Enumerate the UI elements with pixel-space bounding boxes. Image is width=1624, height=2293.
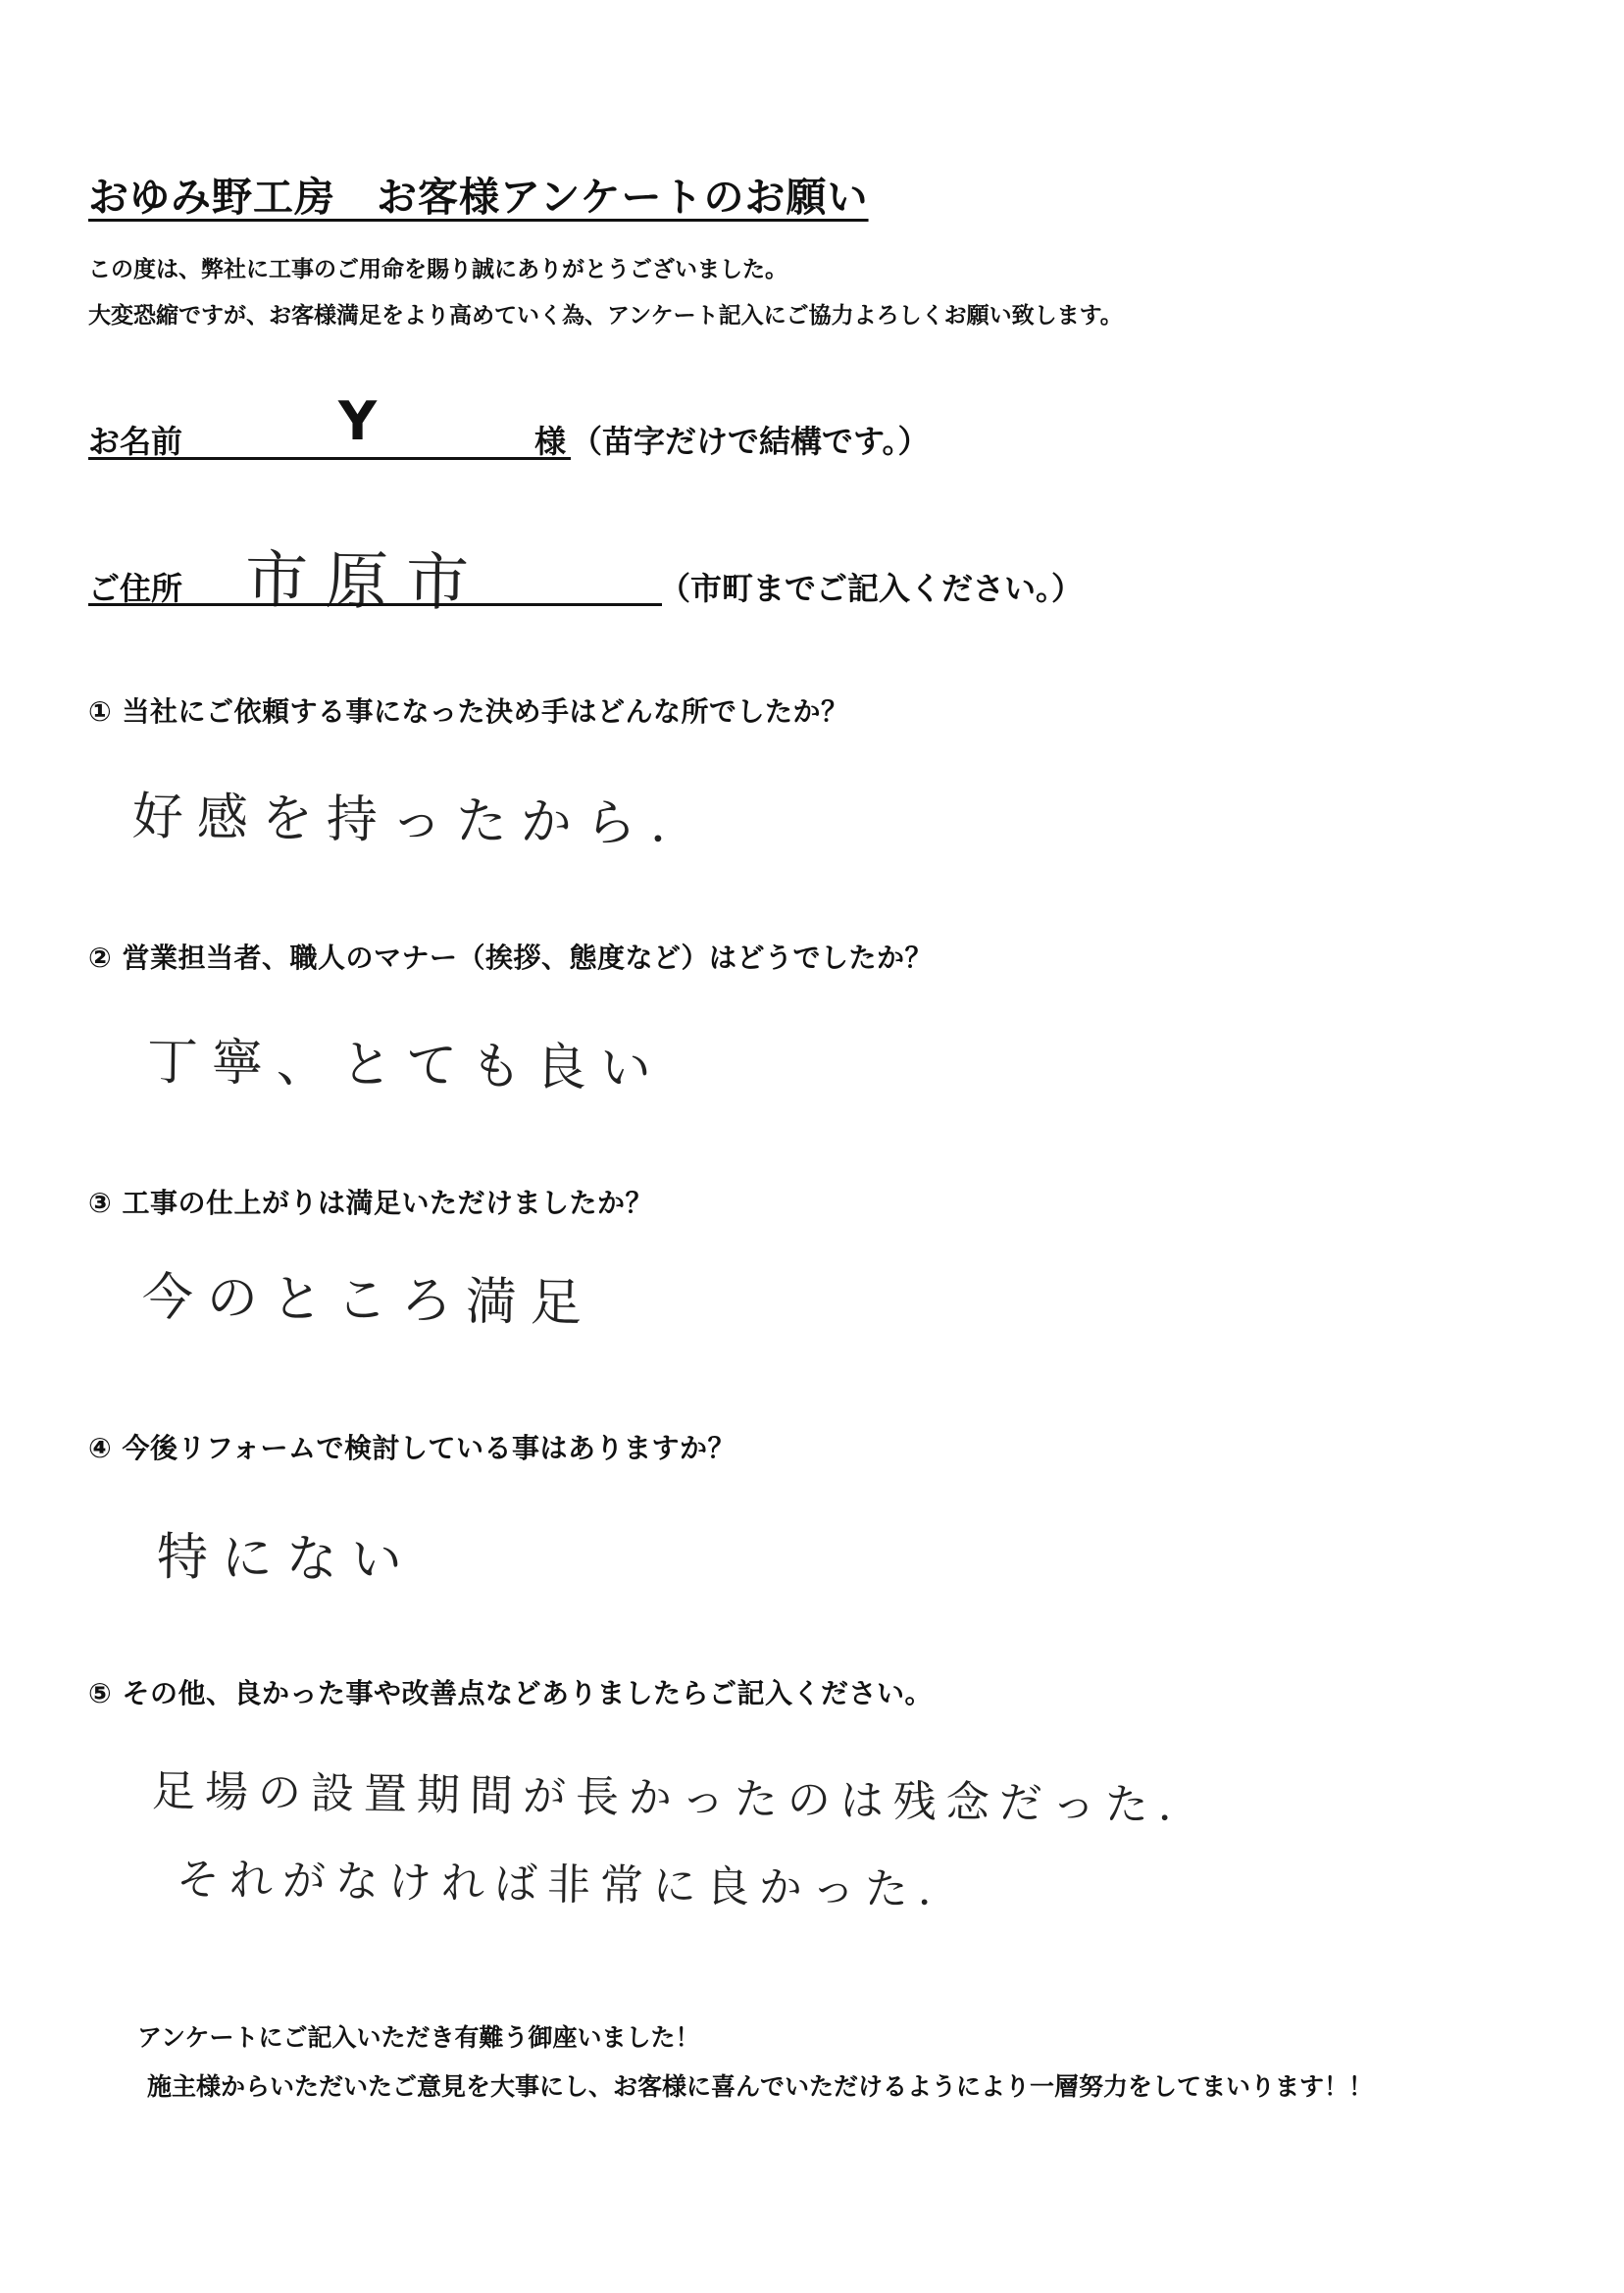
question-2: ② 営業担当者、職人のマナー（挨拶、態度など）はどうでしたか？: [88, 942, 933, 974]
intro-line-2: 大変恐縮ですが、お客様満足をより高めていく為、アンケート記入にご協力よろしくお願い致します。: [88, 303, 1123, 329]
name-underline: [88, 457, 571, 460]
footer-thanks: アンケートにご記入いただき有難う御座いました！: [137, 2023, 700, 2052]
address-value: 市原市: [244, 544, 487, 621]
name-label: お名前: [88, 423, 183, 460]
question-1: ① 当社にご依頼する事になった決め手はどんな所でしたか？: [88, 695, 849, 728]
answer-4: 特にない: [156, 1528, 417, 1591]
answer-3: 今のところ満足: [141, 1268, 596, 1334]
question-5: ⑤ その他、良かった事や改善点などありましたらご記入ください。: [88, 1677, 933, 1709]
answer-5-line-2: それがなければ非常に良かった.: [176, 1855, 942, 1915]
address-note: （市町までご記入ください。）: [659, 570, 1084, 607]
address-underline: [88, 603, 662, 606]
answer-2: 丁寧、とても良い: [146, 1033, 666, 1099]
footer-message: 施主様からいただいたご意見を大事にし、お客様に喜んでいただけるようにより一層努力をしてまいります！！: [147, 2072, 1374, 2101]
survey-title: おゆみ野工房 お客様アンケートのお願い: [88, 174, 869, 221]
address-label: ご住所: [88, 570, 183, 607]
question-3: ③ 工事の仕上がりは満足いただけましたか？: [88, 1187, 653, 1219]
question-4: ④ 今後リフォームで検討している事はありますか？: [88, 1432, 736, 1464]
name-note: （苗字だけで結構です。）: [571, 423, 930, 460]
intro-line-1: この度は、弊社に工事のご用命を賜り誠にありがとうございました。: [88, 257, 787, 282]
name-suffix: 様: [534, 423, 567, 460]
answer-5-line-1: 足場の設置期間が長かったのは残念だった.: [151, 1766, 1183, 1831]
name-value: Y: [338, 390, 378, 452]
answer-1: 好感を持ったから.: [131, 788, 681, 854]
